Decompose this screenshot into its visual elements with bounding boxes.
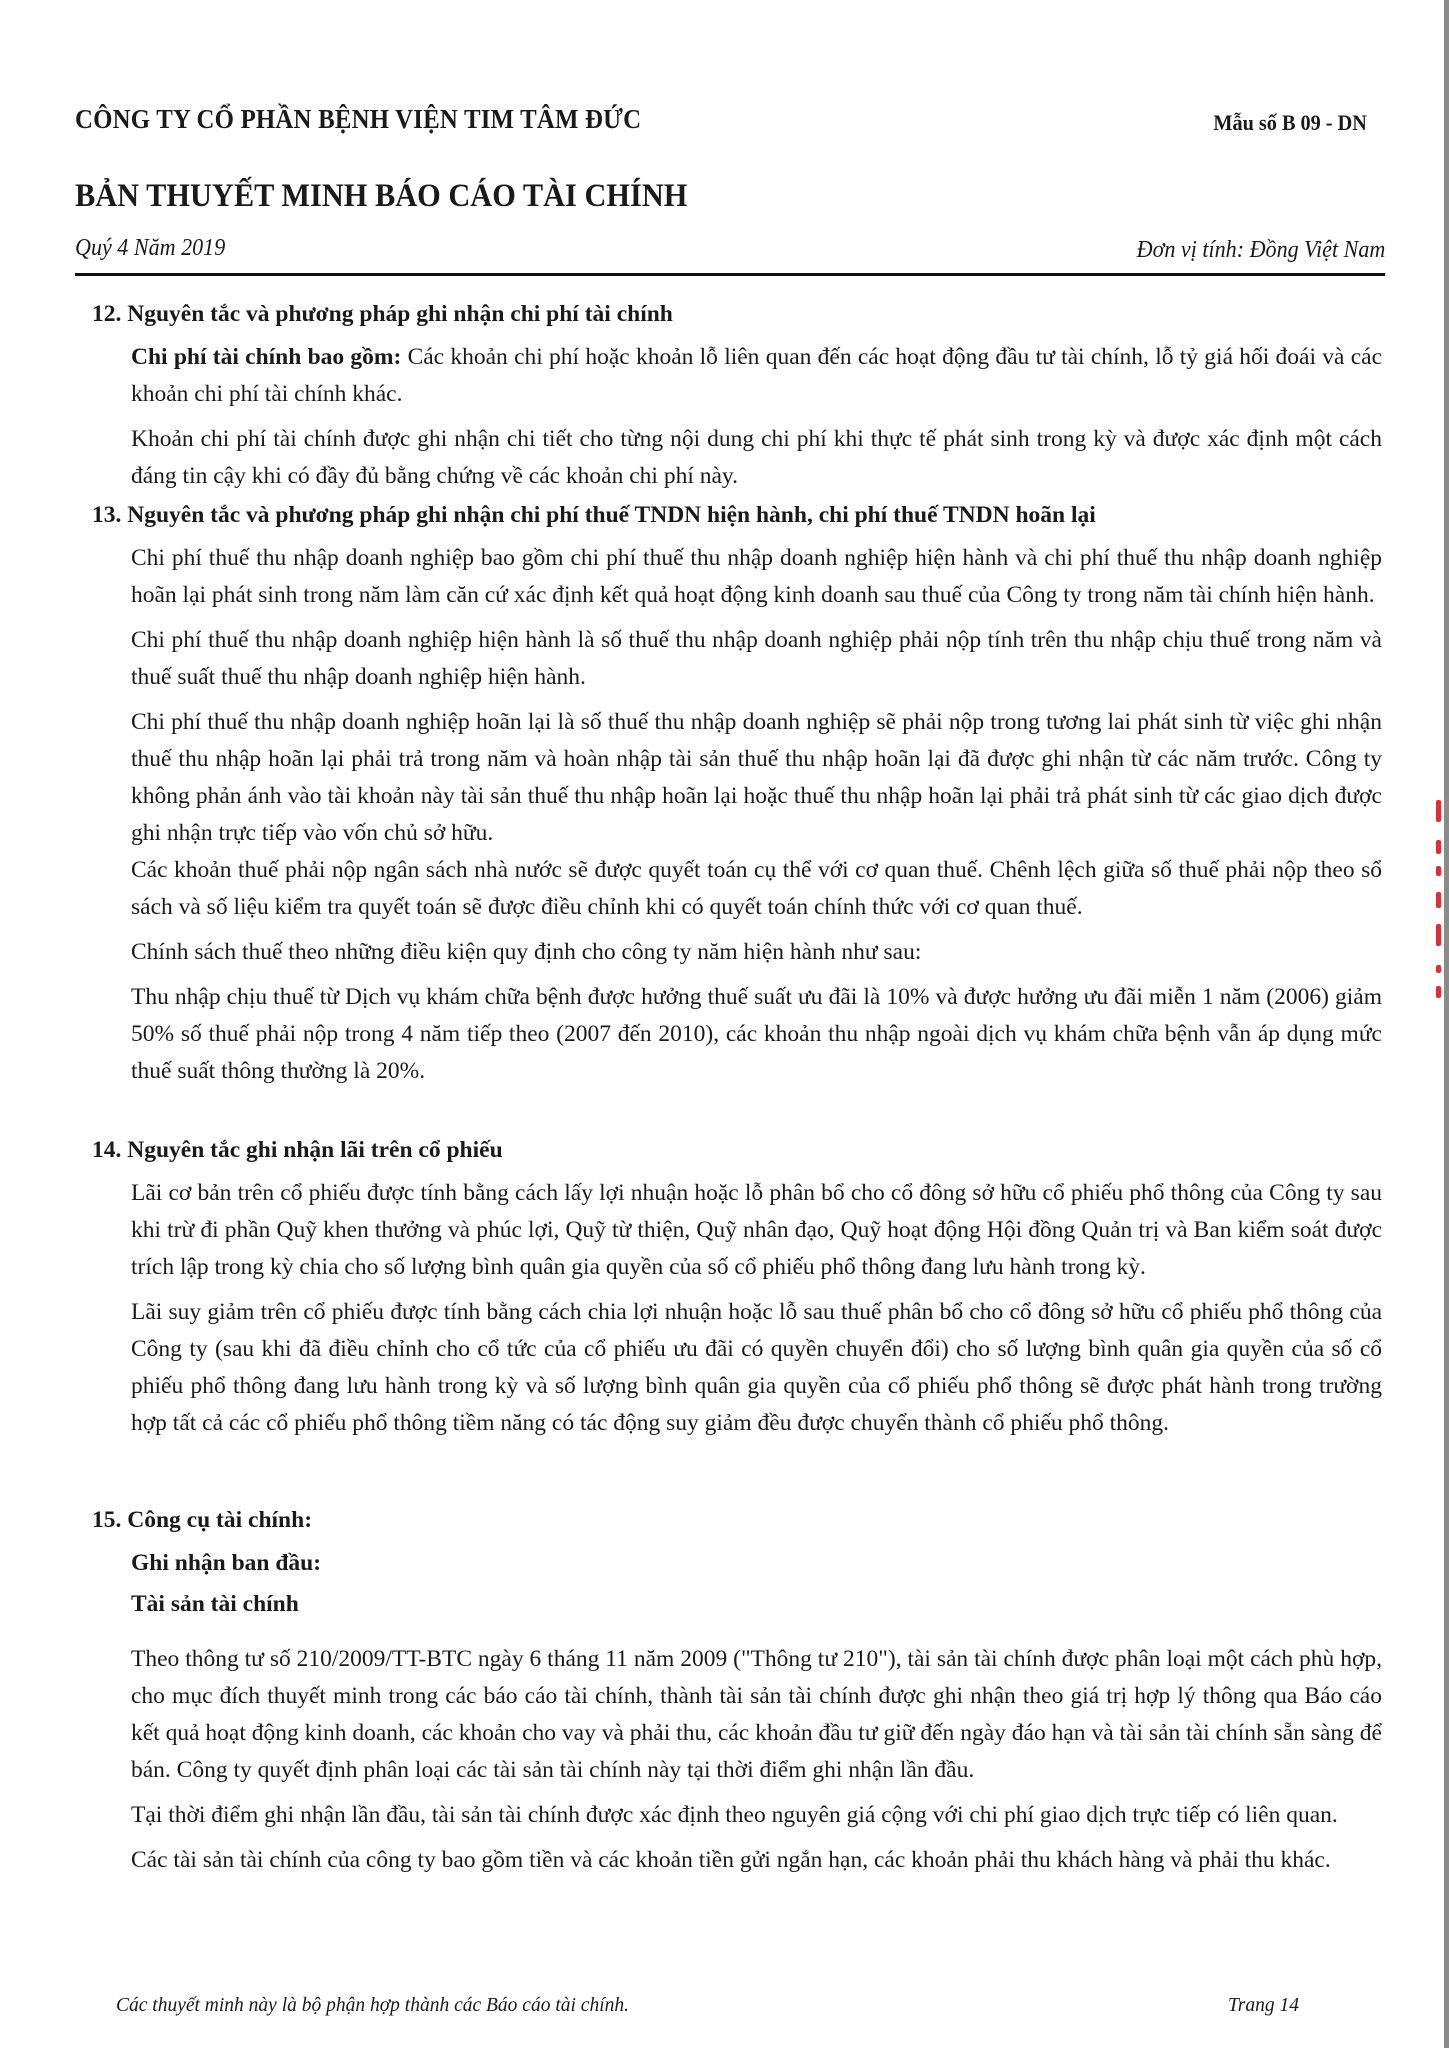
paragraph: Tại thời điểm ghi nhận lần đầu, tài sản tài chính được xác định theo nguyên giá cộng với chi phí giao dịch trực tiếp có liên quan.	[131, 1802, 1338, 1828]
section-title: Công cụ tài chính:	[127, 1507, 313, 1533]
section-heading	[92, 497, 1382, 534]
paragraph: Chi phí thuế thu nhập doanh nghiệp hiện hành là số thuế thu nhập doanh nghiệp phải nộp tính trên thu nhập chịu thuế trong năm và thuế suất thuế thu nhập doanh nghiệp hiện hành.	[131, 627, 1382, 690]
paragraph: Chính sách thuế theo những điều kiện quy định cho công ty năm hiện hành như sau:	[131, 939, 922, 965]
red-seal-mark	[1436, 800, 1442, 1010]
section-number: 15.	[92, 1507, 122, 1533]
section-heading	[92, 1132, 1382, 1169]
section-14	[92, 1132, 1382, 1450]
form-number: Mẫu số B 09 - DN	[1213, 110, 1367, 135]
paragraph: Lãi suy giảm trên cổ phiếu được tính bằng cách chia lợi nhuận hoặc lỗ sau thuế phân bổ cho cổ đông sở hữu cổ phiếu phổ thông của Công ty (sau khi đã điều chỉnh cho cổ tức của cổ phiếu ưu đãi có quyền chuyển đổi) cho số lượng bình quân gia quyền của số cổ phiếu phổ thông đang lưu hành trong kỳ và số lượng bình quân gia quyền của cổ phiếu phổ thông sẽ được phát hành trong trường hợp tất cả các cổ phiếu phổ thông tiềm năng có tác động suy giảm đều được chuyển thành cổ phiếu phổ thông.	[131, 1299, 1382, 1436]
paragraph: Các khoản thuế phải nộp ngân sách nhà nước sẽ được quyết toán cụ thể với cơ quan thuế. Chênh lệch giữa số thuế phải nộp theo sổ sách và số liệu kiểm tra quyết toán sẽ được điều chỉnh khi có quyết toán chính thức với cơ quan thuế.	[131, 857, 1382, 920]
page-edge-shadow	[1444, 0, 1449, 2048]
footer-note: Các thuyết minh này là bộ phận hợp thành các Báo cáo tài chính.	[116, 1995, 629, 2016]
subheading: Tài sản tài chính	[131, 1591, 299, 1617]
paragraph: Các tài sản tài chính của công ty bao gồm tiền và các khoản tiền gửi ngắn hạn, các khoản phải thu khách hàng và phải thu khác.	[131, 1847, 1331, 1873]
paragraph: Theo thông tư số 210/2009/TT-BTC ngày 6 tháng 11 năm 2009 ("Thông tư 210"), tài sản tài chính được phân loại một cách phù hợp, cho mục đích thuyết minh trong các báo cáo tài chính, thành tài sản tài chính được ghi nhận theo giá trị hợp lý thông qua Báo cáo kết quả hoạt động kinh doanh, các khoản cho vay và phải thu, các khoản đầu tư giữ đến ngày đáo hạn và tài sản tài chính sẵn sàng để bán. Công ty quyết định phân loại các tài sản tài chính này tại thời điểm ghi nhận lần đầu.	[131, 1646, 1382, 1783]
paragraph: Chi phí thuế thu nhập doanh nghiệp hoãn lại là số thuế thu nhập doanh nghiệp sẽ phải nộp trong tương lai phát sinh từ việc ghi nhận thuế thu nhập hoãn lại phải trả trong năm và hoàn nhập tài sản thuế thu nhập hoãn lại đã được ghi nhận từ các năm trước. Công ty không phản ánh vào tài khoản này tài sản thuế thu nhập hoãn lại hoặc thuế thu nhập hoãn lại phải trả phát sinh từ các giao dịch được ghi nhận trực tiếp vào vốn chủ sở hữu.	[131, 709, 1382, 846]
subheading: Ghi nhận ban đầu:	[131, 1550, 322, 1576]
section-title: Nguyên tắc và phương pháp ghi nhận chi phí thuế TNDN hiện hành, chi phí thuế TNDN hoãn lại	[127, 502, 1096, 528]
paragraph: Thu nhập chịu thuế từ Dịch vụ khám chữa bệnh được hưởng thuế suất ưu đãi là 10% và được hưởng ưu đãi miễn 1 năm (2006) giảm 50% số thuế phải nộp trong 4 năm tiếp theo (2007 đến 2010), các khoản thu nhập ngoài dịch vụ khám chữa bệnh vẫn áp dụng mức thuế suất thông thường là 20%.	[131, 984, 1382, 1084]
section-12	[92, 296, 1382, 503]
section-heading	[92, 1502, 1382, 1539]
section-13	[92, 497, 1382, 1098]
paragraph	[131, 339, 1382, 413]
paragraph-text: Các khoản chi phí hoặc khoản lỗ liên quan đến các hoạt động đầu tư tài chính, lỗ tỷ giá hối đoái và các khoản chi phí tài chính khác.	[131, 344, 1383, 407]
page-number: Trang 14	[1228, 1995, 1299, 2016]
company-name: CÔNG TY CỔ PHẦN BỆNH VIỆN TIM TÂM ĐỨC	[75, 104, 642, 134]
section-title: Nguyên tắc ghi nhận lãi trên cổ phiếu	[127, 1137, 503, 1163]
header-rule	[75, 273, 1385, 276]
paragraph: Lãi cơ bản trên cổ phiếu được tính bằng cách lấy lợi nhuận hoặc lỗ phân bổ cho cổ đông sở hữu cổ phiếu phổ thông của Công ty sau khi trừ đi phần Quỹ khen thưởng và phúc lợi, Quỹ từ thiện, Quỹ nhân đạo, Quỹ hoạt động Hội đồng Quản trị và Ban kiểm soát được trích lập trong kỳ chia cho số lượng bình quân gia quyền của số cổ phiếu phổ thông đang lưu hành trong kỳ.	[131, 1180, 1382, 1280]
section-title: Nguyên tắc và phương pháp ghi nhận chi phí tài chính	[127, 301, 673, 327]
section-number: 13.	[92, 502, 122, 528]
section-number: 12.	[92, 301, 122, 327]
paragraph: Khoản chi phí tài chính được ghi nhận chi tiết cho từng nội dung chi phí khi thực tế phát sinh trong kỳ và được xác định một cách đáng tin cậy khi có đầy đủ bằng chứng về các khoản chi phí này.	[131, 426, 1382, 489]
currency-unit: Đơn vị tính: Đồng Việt Nam	[1136, 237, 1385, 263]
section-heading	[92, 296, 1382, 333]
paragraph-lead: Chi phí tài chính bao gồm:	[131, 344, 402, 370]
paragraph: Chi phí thuế thu nhập doanh nghiệp bao gồm chi phí thuế thu nhập doanh nghiệp hiện hành và chi phí thuế thu nhập doanh nghiệp hoãn lại phát sinh trong năm làm căn cứ xác định kết quả hoạt động kinh doanh sau thuế của Công ty trong năm tài chính hiện hành.	[131, 545, 1382, 608]
reporting-period: Quý 4 Năm 2019	[75, 235, 226, 261]
document-title: BẢN THUYẾT MINH BÁO CÁO TÀI CHÍNH	[75, 178, 688, 214]
section-15	[92, 1502, 1382, 1887]
section-number: 14.	[92, 1137, 122, 1163]
